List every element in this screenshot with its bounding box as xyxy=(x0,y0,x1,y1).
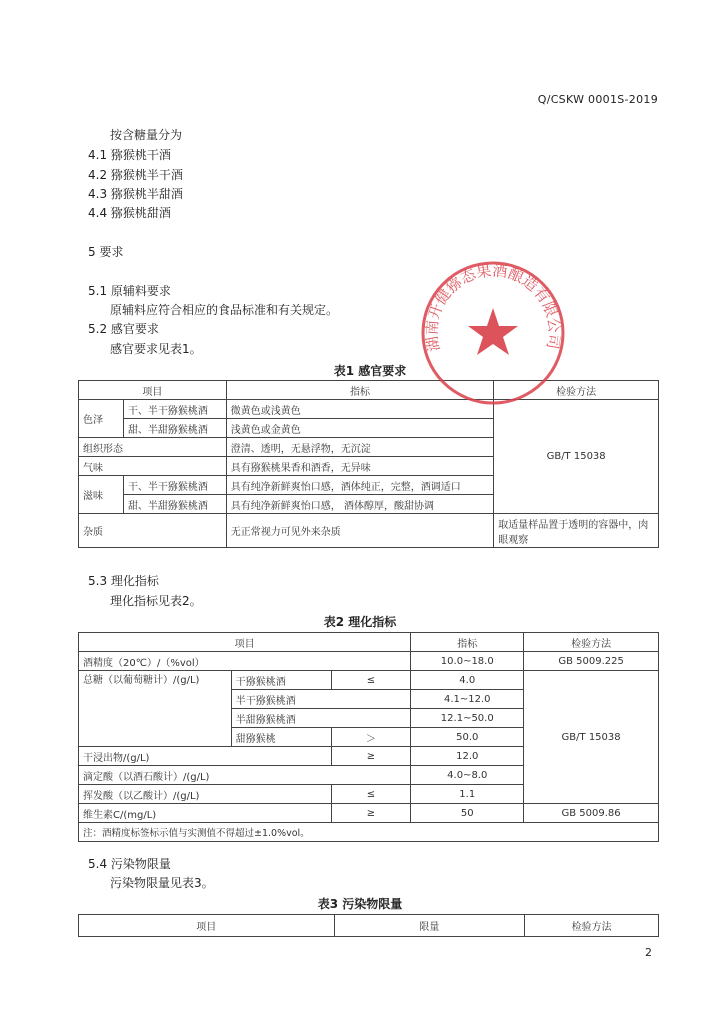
row-value: 50 xyxy=(411,804,524,823)
header-cell: 检验方法 xyxy=(494,381,659,400)
table-row xyxy=(79,671,659,690)
row-value: 4.0~8.0 xyxy=(411,766,524,785)
header-cell: 项目 xyxy=(79,915,335,937)
row-value: 无正常视力可见外来杂质 xyxy=(226,514,493,548)
row-op: ＞ xyxy=(331,728,411,747)
header-cell: 限量 xyxy=(334,915,525,937)
document-code: Q/CSKW 0001S-2019 xyxy=(537,93,658,106)
row-op: ≤ xyxy=(331,671,411,690)
row-value: 10.0~18.0 xyxy=(411,652,524,671)
row-op: ≥ xyxy=(331,747,411,766)
row-value: 具有纯净新鲜爽怡口感，酒体纯正，完整，酒调适口 xyxy=(226,476,493,495)
table-note-row xyxy=(79,823,659,842)
seal-text: 湖南开健猕态果酒酿造有限公司 xyxy=(422,261,564,353)
classification-intro: 按含糖量分为 xyxy=(110,128,183,142)
table-header-row xyxy=(79,633,659,652)
row-value: 澄清、透明，无悬浮物，无沉淀 xyxy=(226,438,493,457)
row-sub: 半干猕猴桃酒 xyxy=(231,690,411,709)
header-cell: 检验方法 xyxy=(525,915,659,937)
row-value: 浅黄色或金黄色 xyxy=(226,419,493,438)
pollutant-table xyxy=(78,914,659,937)
row-group: 组织形态 xyxy=(79,438,227,457)
table-row xyxy=(79,804,659,823)
class-item: 4.4 猕猴桃甜酒 xyxy=(88,206,171,220)
physchem-table xyxy=(78,632,659,842)
page-number: 2 xyxy=(645,946,652,959)
table-header-row xyxy=(79,381,659,400)
header-cell: 项目 xyxy=(79,381,227,400)
table2-caption: 表2 理化指标 xyxy=(323,615,397,629)
method-cell: GB/T 15038 xyxy=(494,400,659,514)
row-item: 维生素C/(mg/L) xyxy=(79,804,332,823)
table-row xyxy=(79,400,659,419)
table-note: 注：酒精度标签标示值与实测值不得超过±1.0%vol。 xyxy=(79,823,659,842)
sensory-table xyxy=(78,380,659,548)
header-cell: 项目 xyxy=(79,633,411,652)
row-group: 杂质 xyxy=(79,514,227,548)
table3-caption: 表3 污染物限量 xyxy=(317,897,403,911)
row-sub: 甜、半甜猕猴桃酒 xyxy=(123,495,226,514)
row-sub: 干、半干猕猴桃酒 xyxy=(123,400,226,419)
header-cell: 指标 xyxy=(411,633,524,652)
table-header-row xyxy=(79,915,659,937)
section-title: 5.2 感官要求 xyxy=(88,322,159,336)
table-row xyxy=(79,652,659,671)
row-item: 滴定酸（以酒石酸计）/(g/L) xyxy=(79,766,411,785)
table-row xyxy=(79,514,659,548)
method-cell: 取适量样品置于透明的容器中，肉眼观察 xyxy=(494,514,659,548)
row-value: 12.0 xyxy=(411,747,524,766)
row-value: 12.1~50.0 xyxy=(411,709,524,728)
row-op: ≤ xyxy=(331,785,411,804)
row-item: 干浸出物/(g/L) xyxy=(79,747,332,766)
row-value: 50.0 xyxy=(411,728,524,747)
row-item: 总糖（以葡萄糖计）/(g/L) xyxy=(79,671,232,747)
section-title: 5.3 理化指标 xyxy=(88,574,159,588)
company-seal xyxy=(418,258,568,408)
class-item: 4.1 猕猴桃干酒 xyxy=(88,148,171,162)
row-value: 4.1~12.0 xyxy=(411,690,524,709)
section-title: 5 要求 xyxy=(88,245,124,259)
method-cell: GB 5009.225 xyxy=(524,652,659,671)
row-item: 挥发酸（以乙酸计）/(g/L) xyxy=(79,785,332,804)
table1-caption: 表1 感官要求 xyxy=(333,364,407,378)
header-cell: 检验方法 xyxy=(524,633,659,652)
header-cell: 指标 xyxy=(226,381,493,400)
row-sub: 干猕猴桃酒 xyxy=(231,671,331,690)
row-group: 气味 xyxy=(79,457,227,476)
section-title: 5.1 原辅料要求 xyxy=(88,284,171,298)
row-group: 色泽 xyxy=(79,400,124,438)
method-cell: GB 5009.86 xyxy=(524,804,659,823)
row-value: 4.0 xyxy=(411,671,524,690)
row-value: 具有纯净新鲜爽怡口感， 酒体醇厚，酸甜协调 xyxy=(226,495,493,514)
class-item: 4.2 猕猴桃半干酒 xyxy=(88,168,183,182)
row-op: ≥ xyxy=(331,804,411,823)
row-value: 具有猕猴桃果香和酒香，无异味 xyxy=(226,457,493,476)
section-text: 感官要求见表1。 xyxy=(110,342,202,356)
row-sub: 半甜猕猴桃酒 xyxy=(231,709,411,728)
row-value: 微黄色或浅黄色 xyxy=(226,400,493,419)
row-group: 滋味 xyxy=(79,476,124,514)
section-text: 原辅料应符合相应的食品标准和有关规定。 xyxy=(110,303,339,317)
row-sub: 干、半干猕猴桃酒 xyxy=(123,476,226,495)
row-item: 酒精度（20℃）/（%vol） xyxy=(79,652,411,671)
row-value: 1.1 xyxy=(411,785,524,804)
seal-star-icon xyxy=(468,308,518,355)
class-item: 4.3 猕猴桃半甜酒 xyxy=(88,187,183,201)
section-title: 5.4 污染物限量 xyxy=(88,857,171,871)
section-text: 理化指标见表2。 xyxy=(110,594,202,608)
row-sub: 甜、半甜猕猴桃酒 xyxy=(123,419,226,438)
row-sub: 甜猕猴桃 xyxy=(231,728,331,747)
method-cell: GB/T 15038 xyxy=(524,671,659,804)
section-text: 污染物限量见表3。 xyxy=(110,876,214,890)
